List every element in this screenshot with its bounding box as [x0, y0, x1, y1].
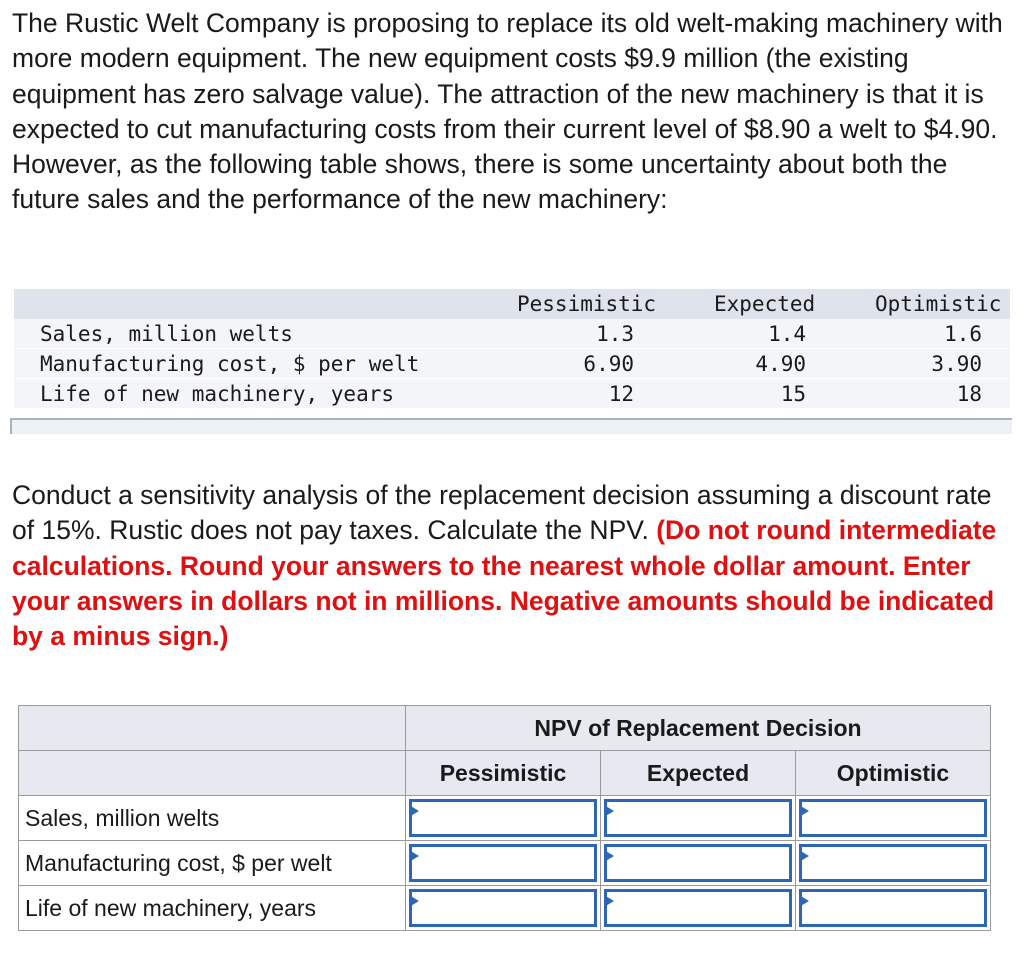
- data-cell: 18: [956, 382, 982, 406]
- data-cell: 4.90: [755, 352, 806, 376]
- data-cell: 1.3: [596, 322, 634, 346]
- instructions-text: [12, 478, 1012, 654]
- npv-cost-expected-input[interactable]: [607, 847, 789, 879]
- data-header-optimistic: Optimistic: [875, 292, 1002, 316]
- answer-col-optimistic: Optimistic: [796, 751, 991, 796]
- npv-life-pessimistic-input[interactable]: [412, 892, 594, 924]
- npv-input-cell: [796, 841, 991, 886]
- input-marker-icon: [604, 805, 614, 817]
- input-marker-icon: [604, 850, 614, 862]
- npv-input-cell: [796, 886, 991, 931]
- input-marker-icon: [409, 895, 419, 907]
- npv-life-optimistic-input[interactable]: [802, 892, 984, 924]
- npv-sales-pessimistic-input[interactable]: [412, 802, 594, 834]
- npv-sales-optimistic-input[interactable]: [802, 802, 984, 834]
- answer-col-expected: Expected: [601, 751, 796, 796]
- answer-corner-cell: [19, 751, 406, 796]
- answer-row-label-life: Life of new machinery, years: [19, 886, 406, 931]
- npv-life-expected-input[interactable]: [607, 892, 789, 924]
- answer-row-label-sales: Sales, million welts: [19, 796, 406, 841]
- input-marker-icon: [799, 850, 809, 862]
- data-header-expected: Expected: [714, 292, 816, 316]
- npv-input-cell: [601, 796, 796, 841]
- answer-row-label-cost: Manufacturing cost, $ per welt: [19, 841, 406, 886]
- input-marker-icon: [799, 895, 809, 907]
- data-row-label-sales: Sales, million welts: [40, 322, 293, 346]
- instructions-emphasis: (Do not round intermediate calculations. Round your answers to the nearest whole dollar amount. Enter your answers in dollars not in millions. Negative amounts should be indicated by a minus sign.): [12, 515, 997, 652]
- npv-answer-table: [18, 705, 991, 931]
- npv-cost-pessimistic-input[interactable]: [412, 847, 594, 879]
- data-row-label-life: Life of new machinery, years: [40, 382, 395, 406]
- npv-input-cell: [406, 796, 601, 841]
- npv-input-cell: [601, 841, 796, 886]
- problem-intro-text: The Rustic Welt Company is proposing to replace its old welt-making machinery with more modern equipment. The new equipment costs $9.9 million (the existing equipment has zero salvage value). The attraction of the new machinery is that it is expected to cut manufacturing costs from their current level of $8.90 a welt to $4.90. However, as the following table shows, there is some uncertainty about both the future sales and the performance of the new machinery:: [12, 8, 1003, 215]
- npv-input-cell: [406, 886, 601, 931]
- horizontal-scrollbar[interactable]: [10, 418, 1012, 434]
- data-header-pessimistic: Pessimistic: [517, 292, 657, 316]
- input-marker-icon: [799, 805, 809, 817]
- answer-col-pessimistic: Pessimistic: [406, 751, 601, 796]
- data-cell: 6.90: [583, 352, 634, 376]
- input-marker-icon: [409, 805, 419, 817]
- input-marker-icon: [604, 895, 614, 907]
- npv-input-cell: [796, 796, 991, 841]
- data-cell: 1.4: [768, 322, 806, 346]
- data-cell: 12: [608, 382, 634, 406]
- npv-input-cell: [601, 886, 796, 931]
- npv-cost-optimistic-input[interactable]: [802, 847, 984, 879]
- data-cell: 3.90: [931, 352, 982, 376]
- npv-input-cell: [406, 841, 601, 886]
- data-row-label-cost: Manufacturing cost, $ per welt: [40, 352, 420, 376]
- answer-corner-cell: [19, 706, 406, 751]
- instructions-plain: Conduct a sensitivity analysis of the replacement decision assuming a discount rate of 15%. Rustic does not pay taxes. Calculate the NPV.: [12, 480, 992, 546]
- data-table-header-band: [14, 289, 1010, 319]
- npv-sales-expected-input[interactable]: [607, 802, 789, 834]
- data-cell: 1.6: [944, 322, 982, 346]
- answer-table-title: NPV of Replacement Decision: [406, 706, 991, 751]
- input-marker-icon: [409, 850, 419, 862]
- data-cell: 15: [780, 382, 806, 406]
- scenario-data-table: [14, 289, 1010, 411]
